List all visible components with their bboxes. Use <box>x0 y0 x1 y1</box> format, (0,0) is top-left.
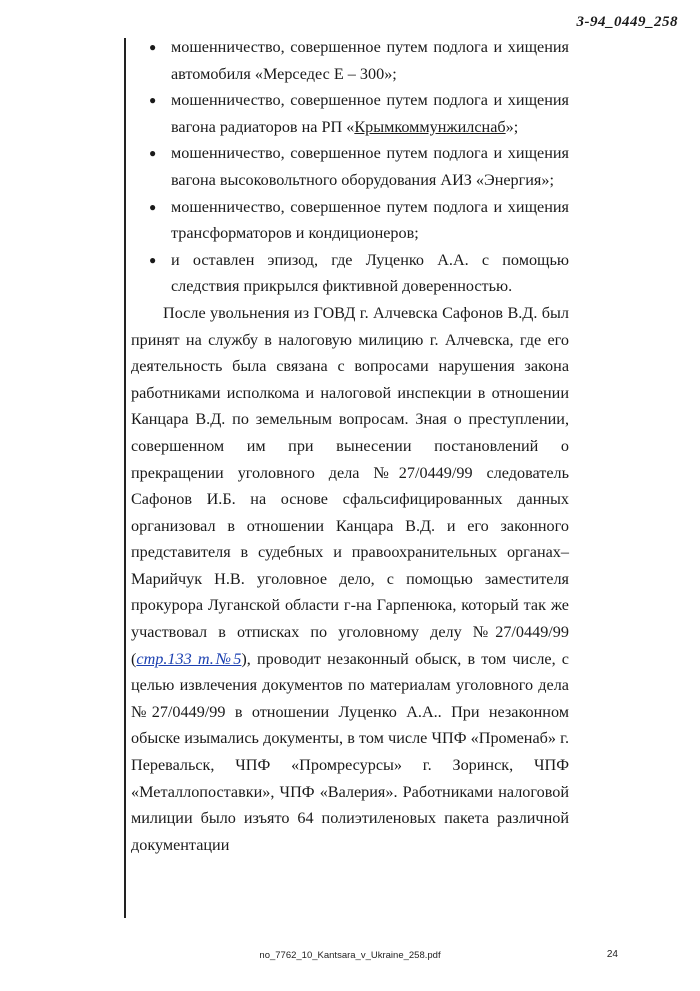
document-code: 3-94_0449_258 <box>576 14 678 30</box>
list-item-text: мошенничество, совершенное путем подлога и хищения вагона высоковольтного оборудования АИЗ «Энергия»; <box>171 144 569 189</box>
list-item <box>131 34 569 87</box>
list-item-text-end: »; <box>505 117 519 136</box>
list-item-text: мошенничество, совершенное путем подлога и хищения вагона радиаторов на РП « <box>171 91 569 136</box>
body-paragraph <box>131 300 569 858</box>
bullet-icon: ● <box>149 40 157 54</box>
list-item <box>131 194 569 247</box>
footer-filename: no_7762_10_Kantsara_v_Ukraine_258.pdf <box>259 950 441 961</box>
paragraph-text-continued: ), проводит незаконный обыск, в том числе, с целью извлечения документов по материалам уголовного дела №27/0449/99 в отношении Луценко А.А.. При незаконном обыске изымались документы, в том числе ЧПФ «Променаб» г. Перевальск, ЧПФ «Промресурсы» г. Зоринск, ЧПФ «Металлопоставки», ЧПФ «Валерия». Работниками налоговой милиции было изъято 64 полиэтиленовых пакета различной документации <box>131 649 569 854</box>
bullet-icon: ● <box>149 199 157 214</box>
case-reference-link[interactable]: стр.133 т.№5 <box>136 649 242 668</box>
list-item <box>131 87 569 140</box>
list-item <box>131 247 569 300</box>
paragraph-text: После увольнения из ГОВД г. Алчевска Сафонов В.Д. был принят на службу в налоговую милицию г. Алчевска, где его деятельность была связана с вопросами нарушения закона работниками исполкома и налоговой инспекции в отношении Канцара В.Д. по земельным вопросам. Зная о преступлении, совершенном им при вынесении постановлений о прекращении уголовного дела №27/0449/99 следователь Сафонов И.Б. на основе сфальсифицированных данных организовал в отношении Канцара В.Д. и его законного представителя в судебных и правоохранительных органах– Марийчук Н.В. уголовное дело, с помощью заместителя прокурора Луганской области г-на Гарпенюка, который так же участвовал в отписках по уголовному делу №27/0449/99 ( <box>131 303 569 668</box>
bullet-icon: ● <box>149 93 157 108</box>
page-content <box>131 34 569 858</box>
list-item-text: и оставлен эпизод, где Луценко А.А. с помощью следствия прикрылся фиктивной доверенностью. <box>171 250 569 296</box>
page-number: 24 <box>606 949 618 960</box>
list-item <box>131 140 569 193</box>
left-margin-rule <box>124 38 126 918</box>
bullet-icon: ● <box>149 146 157 161</box>
list-item-text: мошенничество, совершенное путем подлога и хищения автомобиля «Мерседес Е – 300»; <box>171 38 569 83</box>
list-item-text: мошенничество, совершенное путем подлога и хищения трансформаторов и кондиционеров; <box>171 197 569 243</box>
bullet-list <box>131 34 569 300</box>
underlined-company-name: Крымкоммунжилснаб <box>354 117 506 136</box>
bullet-icon: ● <box>149 252 157 267</box>
